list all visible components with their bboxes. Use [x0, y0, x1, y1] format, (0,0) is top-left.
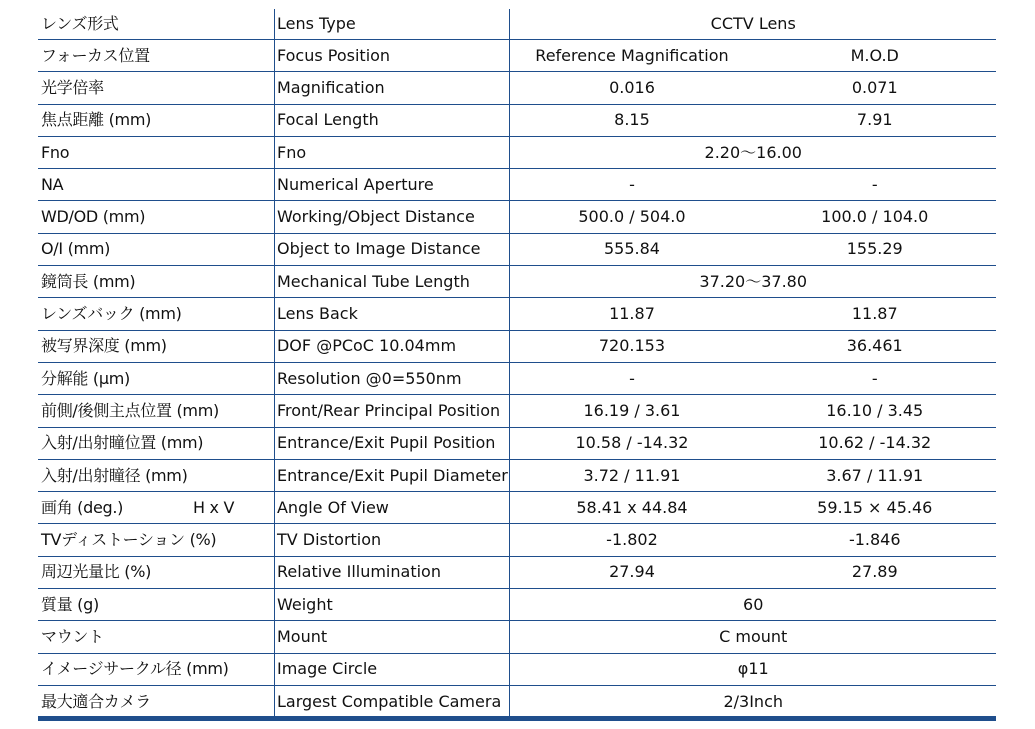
table-row	[38, 233, 996, 265]
row-label-jp-wrap	[41, 497, 274, 517]
reference-magnification-value: -	[510, 169, 754, 201]
mod-value: 155.29	[753, 233, 996, 265]
merged-value-cell: 2.20〜16.00	[510, 136, 996, 168]
reference-magnification-value: 27.94	[510, 556, 754, 588]
table-row	[38, 104, 996, 136]
table-row	[38, 589, 996, 621]
merged-value-cell: C mount	[510, 621, 996, 653]
row-label-en: Numerical Aperture	[274, 169, 509, 201]
row-label-jp: 鏡筒長 (mm)	[38, 266, 274, 298]
row-label-en: Largest Compatible Camera	[274, 685, 509, 717]
row-label-jp: 前側/後側主点位置 (mm)	[38, 395, 274, 427]
row-label-jp: 周辺光量比 (%)	[38, 556, 274, 588]
mod-value: -1.846	[753, 524, 996, 556]
spec-table-body	[38, 9, 996, 718]
row-label-jp-axis: H x V	[193, 497, 235, 517]
row-label-jp: 最大適合カメラ	[38, 685, 274, 717]
row-label-en: Image Circle	[274, 653, 509, 685]
row-label-jp-main: 画角 (deg.)	[41, 497, 124, 517]
reference-magnification-value: 58.41 x 44.84	[510, 492, 754, 524]
row-label-en: TV Distortion	[274, 524, 509, 556]
reference-magnification-value: -	[510, 362, 754, 394]
reference-magnification-value: 0.016	[510, 72, 754, 104]
lens-type-value: CCTV Lens	[510, 9, 996, 40]
row-label-jp: 被写界深度 (mm)	[38, 330, 274, 362]
table-row	[38, 459, 996, 491]
merged-value-cell: 60	[510, 589, 996, 621]
table-row	[38, 330, 996, 362]
reference-magnification-value: 10.58 / -14.32	[510, 427, 754, 459]
reference-magnification-value: 500.0 / 504.0	[510, 201, 754, 233]
table-row	[38, 395, 996, 427]
merged-value-cell: 2/3Inch	[510, 685, 996, 717]
table-row	[38, 524, 996, 556]
table-row	[38, 40, 996, 72]
bottom-divider	[38, 716, 996, 721]
mod-value: 27.89	[753, 556, 996, 588]
row-label-en: Entrance/Exit Pupil Position	[274, 427, 509, 459]
row-label-en: Relative Illumination	[274, 556, 509, 588]
mod-value: 36.461	[753, 330, 996, 362]
row-label-jp: レンズバック (mm)	[38, 298, 274, 330]
row-label-jp: レンズ形式	[38, 9, 274, 40]
mod-value: 100.0 / 104.0	[753, 201, 996, 233]
mod-value: 59.15 × 45.46	[753, 492, 996, 524]
row-label-en: Mount	[274, 621, 509, 653]
row-label-jp: O/I (mm)	[38, 233, 274, 265]
reference-magnification-value: 16.19 / 3.61	[510, 395, 754, 427]
mod-value: -	[753, 362, 996, 394]
row-label-en: Resolution @0=550nm	[274, 362, 509, 394]
row-label-en: Front/Rear Principal Position	[274, 395, 509, 427]
row-label-en: Focal Length	[274, 104, 509, 136]
lens-spec-table	[38, 9, 996, 718]
mod-value: -	[753, 169, 996, 201]
row-label-jp: WD/OD (mm)	[38, 201, 274, 233]
merged-value-cell: φ11	[510, 653, 996, 685]
row-label-en: Object to Image Distance	[274, 233, 509, 265]
table-row	[38, 298, 996, 330]
row-label-jp: 光学倍率	[38, 72, 274, 104]
merged-value-cell: 37.20〜37.80	[510, 266, 996, 298]
mod-value: 11.87	[753, 298, 996, 330]
table-row	[38, 266, 996, 298]
reference-magnification-value: 3.72 / 11.91	[510, 459, 754, 491]
reference-magnification-value: 555.84	[510, 233, 754, 265]
row-label-jp: マウント	[38, 621, 274, 653]
mod-value: 0.071	[753, 72, 996, 104]
reference-magnification-value: 8.15	[510, 104, 754, 136]
row-label-jp: フォーカス位置	[38, 40, 274, 72]
row-label-en: Fno	[274, 136, 509, 168]
row-label-en: Weight	[274, 589, 509, 621]
table-row	[38, 169, 996, 201]
table-row	[38, 685, 996, 717]
row-label-en: Working/Object Distance	[274, 201, 509, 233]
table-row	[38, 362, 996, 394]
row-label-en: DOF @PCoC 10.04mm	[274, 330, 509, 362]
table-row	[38, 201, 996, 233]
row-label-en: Angle Of View	[274, 492, 509, 524]
mod-value: M.O.D	[753, 40, 996, 72]
row-label-en: Magnification	[274, 72, 509, 104]
reference-magnification-value: 11.87	[510, 298, 754, 330]
row-label-jp: Fno	[38, 136, 274, 168]
row-label-jp: 焦点距離 (mm)	[38, 104, 274, 136]
row-label-en: Lens Back	[274, 298, 509, 330]
table-row-lens-type	[38, 9, 996, 40]
table-row	[38, 492, 996, 524]
table-row	[38, 427, 996, 459]
row-label-jp: 分解能 (μm)	[38, 362, 274, 394]
mod-value: 3.67 / 11.91	[753, 459, 996, 491]
reference-magnification-value: -1.802	[510, 524, 754, 556]
row-label-jp: TVディストーション (%)	[38, 524, 274, 556]
mod-value: 7.91	[753, 104, 996, 136]
reference-magnification-value: Reference Magnification	[510, 40, 754, 72]
row-label-jp: NA	[38, 169, 274, 201]
table-row	[38, 653, 996, 685]
mod-value: 16.10 / 3.45	[753, 395, 996, 427]
row-label-jp: 入射/出射瞳位置 (mm)	[38, 427, 274, 459]
table-row	[38, 556, 996, 588]
row-label-en: Mechanical Tube Length	[274, 266, 509, 298]
row-label-jp	[38, 492, 274, 524]
table-row	[38, 621, 996, 653]
row-label-en: Entrance/Exit Pupil Diameter	[274, 459, 509, 491]
mod-value: 10.62 / -14.32	[753, 427, 996, 459]
row-label-en: Lens Type	[274, 9, 509, 40]
row-label-jp: 質量 (g)	[38, 589, 274, 621]
row-label-en: Focus Position	[274, 40, 509, 72]
row-label-jp: 入射/出射瞳径 (mm)	[38, 459, 274, 491]
reference-magnification-value: 720.153	[510, 330, 754, 362]
table-row	[38, 72, 996, 104]
row-label-jp: イメージサークル径 (mm)	[38, 653, 274, 685]
table-row	[38, 136, 996, 168]
